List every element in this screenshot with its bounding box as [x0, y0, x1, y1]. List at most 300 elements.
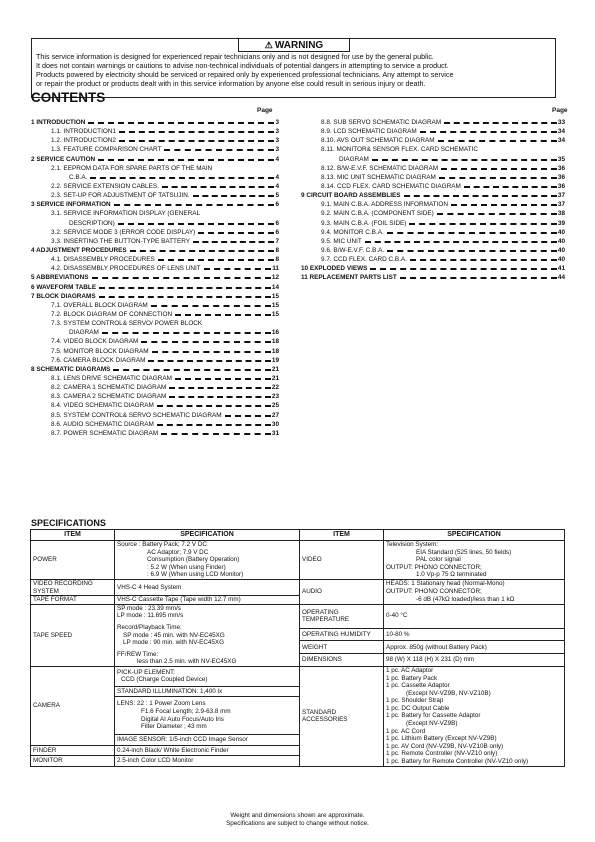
toc-leader [441, 168, 557, 170]
spec-line: 1 pc. Battery for Remote Controller (NV-VZ10 only) [386, 758, 529, 766]
toc-entry-title: 4 ADJUSTMENT PROCEDURES [31, 246, 127, 254]
spec-line: Consumption (Battery Operation) [147, 556, 240, 564]
toc-entry-title: 8.7. POWER SCHEMATIC DIAGRAM [51, 429, 159, 437]
toc-page-number: 34 [557, 128, 565, 136]
toc-entry[interactable] [31, 319, 279, 328]
spec-line: OUTPUT: PHONO CONNECTOR; [386, 563, 482, 571]
toc-entry-title: 6 WAVEFORM TABLE [31, 283, 97, 291]
toc-page-number: 18 [271, 338, 279, 346]
toc-entry-title: 8.9. LCD SCHEMATIC DIAGRAM [321, 128, 417, 136]
toc-entry-title: 8.4. VIDEO SCHEMATIC DIAGRAM [51, 402, 154, 410]
toc-entry[interactable] [301, 255, 565, 264]
spec-item-tape-speed: TAPE SPEED [31, 604, 115, 666]
toc-leader [193, 241, 274, 243]
toc-page-number: 31 [271, 429, 279, 437]
toc-page-number: 6 [275, 219, 279, 227]
spec-item-video: VIDEO [300, 541, 384, 580]
toc-entry[interactable] [31, 374, 279, 383]
spec-camera-sensor: IMAGE SENSOR: 1/5-inch CCD Image Sensor [115, 735, 300, 745]
toc-page-number: 15 [271, 301, 279, 309]
header-specification: SPECIFICATION [384, 530, 565, 541]
toc-entry-title: 1.3. FEATURE COMPARISON CHART [51, 146, 162, 154]
spec-tape-format: VHS-C Cassette Tape (Tape width 12.7 mm) [115, 596, 300, 605]
toc-page-number: 4 [275, 155, 279, 163]
spec-line: PICK-UP ELEMENT: [117, 668, 175, 676]
toc-leader [451, 204, 557, 206]
toc-entry[interactable] [31, 301, 279, 310]
toc-entry[interactable] [31, 310, 279, 319]
toc-entry-title: 8.3. CAMERA 2 SCHEMATIC DIAGRAM [51, 393, 167, 401]
spec-item-finder: FINDER [31, 745, 115, 755]
toc-page-number: 36 [557, 164, 565, 172]
toc-page-number: 15 [271, 310, 279, 318]
toc-page-number: 8 [275, 256, 279, 264]
spec-weight: Approx. 850g (without Battery Pack) [384, 641, 565, 654]
toc-entry[interactable] [31, 356, 279, 365]
toc-leader [420, 131, 557, 133]
toc-leader [444, 122, 557, 124]
spec-item-operating-humidity: OPERATING HUMIDITY [300, 628, 384, 641]
toc-page-number: 40 [557, 237, 565, 245]
table-header-row [31, 530, 565, 541]
toc-entry-title: 7.5. MONITOR BLOCK DIAGRAM [51, 347, 149, 355]
toc-entry[interactable] [31, 328, 279, 337]
toc-page-number: 22 [271, 384, 279, 392]
spec-line: Television System: [386, 541, 439, 548]
toc-entry[interactable] [31, 255, 279, 264]
toc-page-number: 3 [275, 146, 279, 154]
spec-line: SP mode : 23.39 mm/s [117, 604, 181, 612]
spec-line: (Except NV-VZ9B) [406, 720, 458, 728]
toc-leader [119, 140, 274, 142]
toc-page-number: 36 [557, 182, 565, 190]
toc-entry-title: 8.10. AVS OUT SCHEMATIC DIAGRAM [321, 137, 435, 145]
spec-monitor: 2.5-inch Color LCD Monitor [115, 756, 300, 767]
toc-entry-title: 8.11. MONITOR& SENSOR FLEX. CARD SCHEMATIC [321, 146, 478, 154]
toc-entry-title: 2 SERVICE CAUTION [31, 155, 96, 163]
toc-entry[interactable] [31, 365, 279, 374]
toc-page-number: 3 [275, 128, 279, 136]
toc-page-number: 3 [275, 137, 279, 145]
toc-entry-title: 2.2. SERVICE EXTENSION CABLES. [51, 182, 159, 190]
page-column-header: Page [552, 107, 568, 114]
toc-page-number: 7 [275, 237, 279, 245]
toc-entry[interactable] [301, 145, 565, 154]
toc-page-number: 4 [275, 182, 279, 190]
toc-leader [148, 360, 270, 362]
spec-item-operating-temperature: OPERATING TEMPERATURE [300, 604, 384, 628]
toc-entry-title: 9.4. MONITOR C.B.A. [321, 228, 384, 236]
toc-leader [130, 250, 275, 252]
toc-page-number: 44 [557, 274, 565, 282]
spec-line: HEADS: 1 Stationary head (Normal-Mono) [386, 580, 505, 588]
toc-leader [439, 177, 557, 179]
spec-video-recording: VHS-C 4 Head System [115, 579, 300, 595]
toc-leader [99, 287, 271, 289]
toc-entry[interactable] [31, 246, 279, 255]
header-specification: SPECIFICATION [115, 530, 300, 541]
toc-leader [114, 204, 275, 206]
toc-leader [90, 177, 274, 179]
toc-entry-title: 10 EXPLODED VIEWS [301, 265, 368, 273]
toc-entry-title: 8.1. LENS DRIVE SCHEMATIC DIAGRAM [51, 374, 172, 382]
toc-leader [158, 259, 275, 261]
spec-line: OUTPUT: PHONO CONNECTOR; [386, 588, 482, 596]
toc-page-number: 40 [557, 246, 565, 254]
spec-line: AC Adaptor; 7.9 V DC [147, 548, 209, 556]
toc-page-number: 6 [275, 201, 279, 209]
toc-page-number: 12 [271, 274, 279, 282]
spec-line: FF/REW Time: [117, 650, 159, 658]
spec-line: 1 pc. Remote Controller (NV-VZ10 only) [386, 750, 498, 758]
spec-video [384, 541, 565, 580]
warning-line: Products powered by electricity should be serviced or repaired only by experienced professional technicians. Any attempt to service [36, 70, 454, 79]
spec-item-weight: WEIGHT [300, 641, 384, 654]
toc-page-number: 23 [271, 393, 279, 401]
toc-page-number: 40 [557, 228, 565, 236]
toc-page-number: 41 [557, 265, 565, 273]
spec-note: Weight and dimensions shown are approximate. [230, 812, 365, 819]
toc-entry[interactable] [301, 273, 565, 282]
toc-page-number: 38 [557, 210, 565, 218]
spec-camera-illumination: STANDARD ILLUMINATION: 1,400 lx [115, 686, 300, 696]
toc-entry-title: 8.8. SUB SERVO SCHEMATIC DIAGRAM [321, 119, 442, 126]
warning-line: or repair the product or products dealt with in this service information by anyone else could result in serious injury or death. [36, 79, 426, 88]
table-row [31, 579, 565, 595]
toc-entry[interactable] [301, 228, 565, 237]
toc-entry[interactable] [301, 136, 565, 145]
toc-entry-title: 8.5. SYSTEM CONTROL& SERVO SCHEMATIC DIAGRAM [51, 411, 222, 419]
toc-leader [157, 405, 271, 407]
toc-entry[interactable] [31, 264, 279, 273]
toc-page-number: 21 [271, 365, 279, 373]
toc-entry-title: 9.7. CCD FLEX. CARD C.B.A. [321, 256, 407, 264]
toc-entry-title: 7.3. SYSTEM CONTROL& SERVO/ POWER BLOCK [51, 320, 203, 328]
toc-entry-title: 8.12. B/W-E.V.F. SCHEMATIC DIAGRAM [321, 164, 439, 172]
toc-leader [410, 259, 557, 261]
toc-page-number: 8 [275, 246, 279, 254]
spec-line: 1 pc. Battery Pack [386, 674, 438, 682]
toc-page-number: 39 [557, 219, 565, 227]
spec-line: CCD (Charge Coupled Device) [121, 676, 208, 684]
toc-entry-title: 8.13. MIC UNIT SCHEMATIC DIAGRAM [321, 173, 436, 181]
toc-leader [438, 140, 557, 142]
toc-entry-title: 8.14. CCD FLEX. CARD SCHEMATIC DIAGRAM [321, 182, 461, 190]
specifications-table [30, 529, 565, 767]
toc-entry[interactable] [31, 118, 279, 127]
toc-entry-title: 2.3. SET-UP FOR ADJUSTMENT OF TATSUJIN. [51, 192, 190, 200]
spec-item-camera: CAMERA [31, 666, 115, 745]
toc-page-number: 5 [275, 192, 279, 200]
toc-entry[interactable] [31, 292, 279, 301]
contents-title: CONTENTS [31, 90, 106, 105]
toc-entry[interactable] [31, 283, 279, 292]
toc-entry-title: 11 REPLACEMENT PARTS LIST [301, 274, 397, 282]
toc-entry[interactable] [31, 401, 279, 410]
header-item: ITEM [31, 530, 115, 541]
spec-audio [384, 579, 565, 604]
toc-entry-title: 8.6. AUDIO SCHEMATIC DIAGRAM [51, 420, 154, 428]
table-row [31, 541, 565, 580]
toc-entry[interactable] [301, 182, 565, 191]
toc-entry-title: DIAGRAM [69, 329, 99, 337]
toc-page-number: 11 [272, 265, 279, 273]
spec-line: 1 pc. Shoulder Strap [386, 697, 444, 705]
spec-item-tape-format: TAPE FORMAT [31, 596, 115, 605]
spec-line: EIA Standard (525 lines, 50 fields) [416, 548, 512, 556]
toc-entry[interactable] [31, 420, 279, 429]
warning-box [31, 38, 556, 98]
spec-line: LENS: 22 : 1 Power Zoom Lens [117, 700, 206, 708]
toc-leader [157, 424, 271, 426]
toc-entry[interactable] [301, 209, 565, 218]
toc-entry-title: 2.1. EEPROM DATA FOR SPARE PARTS OF THE MAIN [51, 164, 213, 172]
toc-entry[interactable] [31, 383, 279, 392]
spec-power [115, 541, 300, 580]
toc-leader [365, 241, 557, 243]
toc-entry-title: DESCRIPTION) [69, 219, 115, 227]
toc-entry[interactable] [31, 273, 279, 282]
toc-entry-title: 7.4. VIDEO BLOCK DIAGRAM [51, 338, 139, 346]
spec-accessories [384, 666, 565, 766]
toc-entry-title: 7.2. BLOCK DIAGRAM OF CONNECTION [51, 310, 173, 318]
toc-page-number: 3 [275, 119, 279, 126]
toc-entry-title: C.B.A. [69, 173, 88, 181]
spec-item-monitor: MONITOR [31, 756, 115, 767]
toc-entry[interactable] [301, 164, 565, 173]
toc-page-number: 15 [271, 292, 279, 300]
toc-entry[interactable] [301, 173, 565, 182]
spec-note: Specifications are subject to change without notice. [226, 820, 369, 827]
toc-entry[interactable] [301, 237, 565, 246]
toc-right-column [301, 118, 565, 283]
toc-entry[interactable] [31, 173, 279, 182]
toc-entry[interactable] [31, 429, 279, 438]
toc-entry[interactable] [31, 200, 279, 209]
toc-leader [161, 433, 271, 435]
toc-leader [169, 387, 271, 389]
toc-page-number: 25 [271, 402, 279, 410]
toc-leader [119, 131, 274, 133]
toc-entry-title: 4.2. DISASSEMBLY PROCEDURES OF LENS UNIT [51, 265, 201, 273]
toc-leader [404, 195, 557, 197]
spec-dimensions: 98 (W) X 118 (H) X 231 (D) mm [384, 654, 565, 667]
toc-entry[interactable] [31, 228, 279, 237]
toc-entry-title: 9.1. MAIN C.B.A. ADDRESS INFORMATION [321, 201, 449, 209]
toc-leader [113, 369, 270, 371]
toc-entry-title: 9.5. MIC UNIT [321, 237, 362, 245]
toc-page-number: 30 [271, 420, 279, 428]
spec-line: 1 pc. DC Output Cable [386, 704, 450, 712]
toc-entry[interactable] [31, 191, 279, 200]
spec-item-dimensions: DIMENSIONS [300, 654, 384, 667]
toc-entry-title: 8.2. CAMERA 1 SCHEMATIC DIAGRAM [51, 384, 167, 392]
toc-leader [169, 396, 271, 398]
toc-leader [387, 232, 557, 234]
toc-leader [98, 159, 274, 161]
toc-entry[interactable] [301, 264, 565, 273]
toc-page-number: 36 [557, 173, 565, 181]
toc-page-number: 19 [271, 356, 279, 364]
toc-entry[interactable] [31, 237, 279, 246]
spec-camera-lens [115, 697, 300, 735]
spec-line: Record/Playback Time: [117, 623, 182, 631]
toc-leader [225, 415, 271, 417]
toc-leader [151, 305, 271, 307]
toc-entry-title: 3.2. SERVICE MODE 3 (ERROR CODE DISPLAY) [51, 228, 196, 236]
header-item: ITEM [300, 530, 384, 541]
toc-leader [464, 186, 557, 188]
spec-line: : 5.2 W (When using Finder) [147, 563, 226, 571]
toc-entry-title: 3.3. INSERTING THE BUTTON-TYPE BATTERY [51, 237, 190, 245]
toc-entry-title: 5 ABBREVIATIONS [31, 274, 89, 282]
table-row [31, 666, 565, 686]
toc-entry[interactable] [31, 155, 279, 164]
toc-entry-title: 4.1. DISASSEMBLY PROCEDURES [51, 256, 155, 264]
toc-leader [409, 223, 557, 225]
spec-line: 1 pc. AV Cord (NV-VZ9B, NV-VZ10B only) [386, 742, 504, 750]
spec-line: -6 dB (47kΩ loaded)/less than 1 kΩ [416, 595, 515, 603]
spec-line: 1 pc. Lithium Battery (Except NV-VZ9B) [386, 735, 497, 743]
spec-line: Filter Diameter ; 43 mm [141, 723, 207, 731]
spec-line: : 6.9 W (When using LCD Monitor) [147, 571, 244, 579]
toc-leader [88, 122, 274, 124]
toc-page-number: 34 [557, 137, 565, 145]
spec-line: SP mode : 45 min. with NV-EC45XG [123, 631, 225, 639]
toc-entry[interactable] [31, 145, 279, 154]
toc-entry[interactable] [31, 164, 279, 173]
toc-leader [102, 332, 271, 334]
toc-leader [198, 232, 274, 234]
spec-line: PAL color signal [416, 556, 461, 564]
spec-operating-temperature: 0-40 °C [384, 604, 565, 628]
spec-item-power: POWER [31, 541, 115, 580]
toc-entry[interactable] [31, 136, 279, 145]
page-column-header: Page [257, 107, 273, 114]
toc-leader [204, 268, 272, 270]
toc-leader [372, 159, 557, 161]
toc-leader [162, 186, 275, 188]
spec-line: 1 pc. AC Cord [386, 727, 426, 735]
spec-line: LP mode : 11.695 mm/s [117, 612, 184, 620]
toc-entry-title: 1.1. INTRODUCTION1 [51, 128, 116, 136]
toc-entry-title: 3.1. SERVICE INFORMATION DISPLAY (GENERAL [51, 210, 201, 218]
toc-leader [92, 277, 271, 279]
toc-page-number: 4 [275, 173, 279, 181]
spec-line: 1 pc. Battery for Cassette Adaptor [386, 712, 481, 720]
toc-entry[interactable] [31, 182, 279, 191]
toc-entry[interactable] [31, 411, 279, 420]
spec-line: 1 pc. Cassette Adaptor [386, 682, 450, 690]
toc-page-number: 14 [271, 283, 279, 291]
toc-entry[interactable] [301, 200, 565, 209]
spec-line: Digital AI Auto Focus/Auto Iris [141, 715, 224, 723]
warning-text [36, 52, 551, 88]
warning-triangle-icon: ⚠ [264, 40, 273, 50]
toc-entry-title: 7 BLOCK DIAGRAMS [31, 292, 96, 300]
toc-leader [99, 296, 271, 298]
toc-entry-title: 7.1. OVERALL BLOCK DIAGRAM [51, 301, 148, 309]
spec-line: less than 2.5 min. with NV-EC45XG [137, 658, 237, 666]
spec-operating-humidity: 10-80 % [384, 628, 565, 641]
toc-leader [193, 195, 275, 197]
spec-item-video-recording: VIDEO RECORDING SYSTEM [31, 579, 115, 595]
spec-tape-speed [115, 604, 300, 666]
spec-item-audio: AUDIO [300, 579, 384, 604]
toc-entry-title: 9.2. MAIN C.B.A. (COMPONENT SIDE) [321, 210, 434, 218]
toc-entry[interactable] [31, 127, 279, 136]
warning-title: ⚠ WARNING [238, 39, 350, 52]
toc-entry-title: DIAGRAM [339, 155, 369, 163]
toc-page-number: 40 [557, 256, 565, 264]
toc-entry[interactable] [301, 127, 565, 136]
toc-page-number: 35 [557, 155, 565, 163]
spec-item-accessories: STANDARD ACCESSORIES [300, 666, 384, 766]
toc-entry[interactable] [301, 118, 565, 127]
toc-page-number: 18 [271, 347, 279, 355]
toc-entry[interactable] [301, 219, 565, 228]
specifications-title: SPECIFICATIONS [31, 518, 106, 528]
toc-leader [152, 351, 271, 353]
toc-page-number: 16 [271, 329, 279, 337]
warning-line: This service information is designed for experienced repair technicians only and is not designed for use by the general public. [36, 52, 434, 61]
toc-page-number: 37 [557, 192, 565, 200]
toc-entry[interactable] [31, 219, 279, 228]
toc-leader [141, 341, 271, 343]
spec-line: F1.6 Focal Length; 2.9-63.8 mm [141, 708, 231, 716]
spec-line: LP mode : 90 min. with NV-EC45XG [123, 639, 225, 647]
toc-entry-title: 9.3. MAIN C.B.A. (FOIL SIDE) [321, 219, 407, 227]
spec-line: 1 pc. AC Adaptor [386, 666, 434, 674]
toc-entry[interactable] [31, 337, 279, 346]
toc-leader [370, 268, 556, 270]
toc-entry-title: 1.2. INTRODUCTION2 [51, 137, 116, 145]
toc-page-number: 27 [271, 411, 279, 419]
toc-entry-title: 9.6. B/W-E.V.F. C.B.A. [321, 246, 385, 254]
toc-page-number: 6 [275, 228, 279, 236]
toc-entry-title: 8 SCHEMATIC DIAGRAMS [31, 365, 111, 373]
toc-entry[interactable] [301, 155, 565, 164]
toc-page-number: 37 [557, 201, 565, 209]
spec-line: (Except NV-VZ9B, NV-VZ10B) [406, 689, 491, 697]
toc-page-number: 21 [271, 374, 279, 382]
toc-leader [437, 213, 557, 215]
toc-leader [164, 149, 274, 151]
toc-leader [400, 277, 557, 279]
toc-entry[interactable] [31, 392, 279, 401]
toc-entry[interactable] [31, 347, 279, 356]
toc-leader [175, 314, 271, 316]
toc-entry-title: 3 SERVICE INFORMATION [31, 201, 111, 209]
toc-entry[interactable] [31, 209, 279, 218]
toc-entry-title: 9 CIRCUIT BOARD ASSEMBLIES [301, 192, 401, 200]
toc-entry-title: 7.6. CAMERA BLOCK DIAGRAM [51, 356, 146, 364]
spec-finder: 0.24-inch Black/ White Electronic Finder [115, 745, 300, 755]
spec-camera-pickup [115, 666, 300, 686]
warning-line: It does not contain warnings or cautions to advise non-technical individuals of potential dangers in attempting to service a product. [36, 61, 449, 70]
toc-entry[interactable] [301, 246, 565, 255]
toc-left-column [31, 118, 279, 438]
toc-leader [175, 378, 271, 380]
toc-page-number: 33 [557, 119, 565, 126]
toc-entry-title: 1 INTRODUCTION [31, 119, 86, 126]
toc-leader [118, 223, 275, 225]
spec-line: 1.0 Vp-p 75 Ω terminated [416, 571, 487, 579]
spec-line: Source : Battery Pack; 7.2 V DC [117, 541, 207, 548]
toc-entry[interactable] [301, 191, 565, 200]
toc-leader [387, 250, 557, 252]
table-row [31, 604, 565, 628]
